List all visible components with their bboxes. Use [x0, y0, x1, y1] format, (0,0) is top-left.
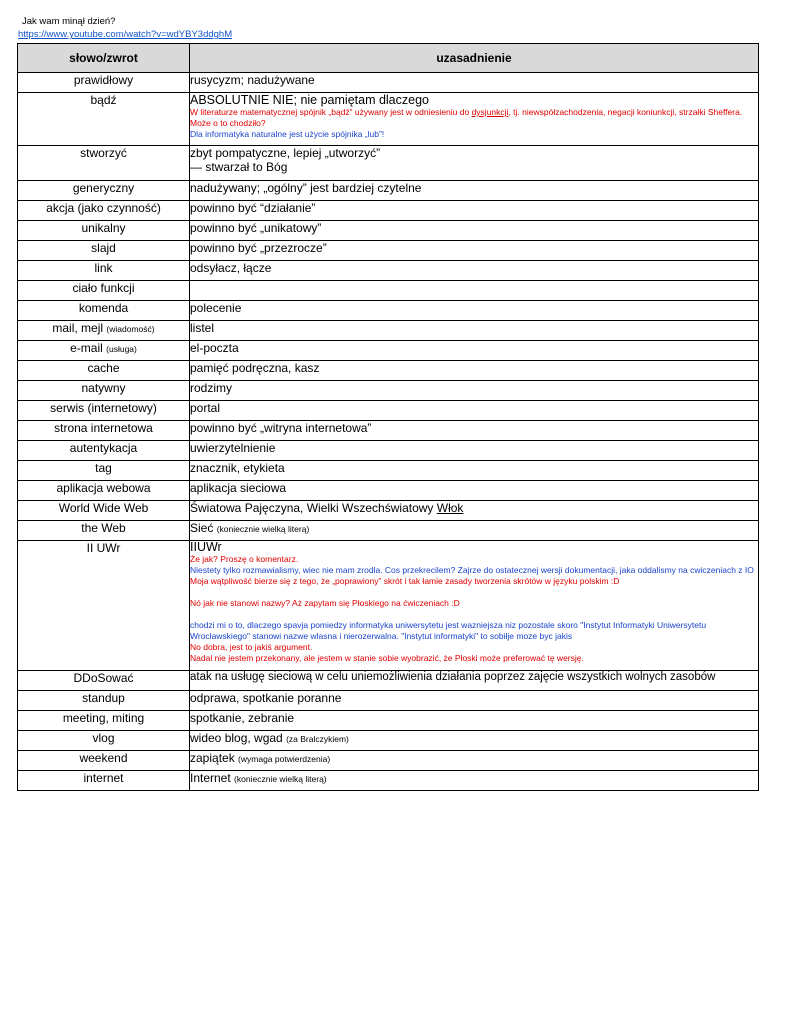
reason-text: Światowa Pajęczyna, Wielki Wszechświatowy [190, 501, 437, 515]
table-row [18, 361, 759, 381]
reason-cell: pamięć podręczna, kasz [190, 361, 759, 381]
word-cell: generyczny [18, 181, 190, 201]
column-header-reason: uzasadnienie [190, 44, 759, 73]
comment-red: No dobra, jest to jakiś argument. [190, 642, 313, 652]
reason-cell: listel [190, 321, 759, 341]
table-row [18, 731, 759, 751]
reason-cell [190, 731, 759, 751]
table-row [18, 181, 759, 201]
word-cell [18, 321, 190, 341]
word-text: mail, mejl [52, 321, 104, 335]
comment-gap [190, 587, 758, 598]
comment-blue: chodzi mi o to, dlaczego spavja pomiedzy informatyka uniwersytetu jest wazniejsza niz pozostale skoro "Instytut Informatyki Uniwersytetu Wroclawskiego" stanowi nazwe wlasna i nierozerwalna. "Instytut informatyki" to sobiłje moze byc jakis [190, 620, 707, 641]
reason-extra: — stwarzał to Bóg [190, 160, 288, 174]
table-row [18, 401, 759, 421]
reason-cell: uwierzytelnienie [190, 441, 759, 461]
word-note: (wiadomość) [106, 324, 155, 334]
word-cell: akcja (jako czynność) [18, 201, 190, 221]
table-row [18, 146, 759, 181]
word-cell: autentykacja [18, 441, 190, 461]
reason-text: Internet [190, 771, 231, 785]
reason-cell: atak na usługę sieciową w celu uniemożliwienia działania poprzez zajęcie wszystkich wolnych zasobów [190, 671, 759, 691]
table-row [18, 301, 759, 321]
reason-cell: znacznik, etykieta [190, 461, 759, 481]
table-row [18, 501, 759, 521]
table-row [18, 221, 759, 241]
comment-red: Że jak? Proszę o komentarz. [190, 554, 299, 564]
comment-text: , tj. niewspółzachodzenia, negacji koniunkcji, strzałki Sheffera. Może o to chodziło? [190, 107, 743, 128]
word-cell: bądź [18, 93, 190, 146]
reason-text: zapiątek [190, 751, 235, 765]
word-cell: prawidłowy [18, 73, 190, 93]
table-row [18, 73, 759, 93]
youtube-link[interactable]: https://www.youtube.com/watch?v=wdYBY3ddghM [18, 29, 233, 40]
comment-red: Nó jak nie stanowi nazwy? Aż zapytam się Płoskiego na ćwiczeniach :D [190, 598, 460, 608]
reason-main: ABSOLUTNIE NIE; nie pamiętam dlaczego [190, 93, 429, 107]
dysjunkcja-link[interactable]: dysjunkcji [471, 107, 509, 117]
table-row [18, 541, 759, 671]
word-cell: ciało funkcji [18, 281, 190, 301]
comment-red: Nadal nie jestem przekonany, ale jestem w stanie sobie wyobrazić, że Płoski może preferować tę wersję. [190, 653, 584, 663]
reason-cell [190, 146, 759, 181]
reason-cell: rodzimy [190, 381, 759, 401]
word-cell: meeting, miting [18, 711, 190, 731]
table-row [18, 711, 759, 731]
word-cell: link [18, 261, 190, 281]
table-row [18, 93, 759, 146]
reason-cell [190, 521, 759, 541]
table-row [18, 321, 759, 341]
reason-cell: odprawa, spotkanie poranne [190, 691, 759, 711]
reason-note: (koniecznie wielką literą) [216, 524, 310, 534]
table-row [18, 461, 759, 481]
word-cell [18, 341, 190, 361]
reason-note: (wymaga potwierdzenia) [238, 754, 331, 764]
table-row [18, 421, 759, 441]
reason-cell [190, 751, 759, 771]
reason-cell: powinno być „przezrocze” [190, 241, 759, 261]
word-cell: standup [18, 691, 190, 711]
word-cell: natywny [18, 381, 190, 401]
table-row [18, 241, 759, 261]
reason-cell: nadużywany; „ogólny” jest bardziej czytelne [190, 181, 759, 201]
reason-cell: el-poczta [190, 341, 759, 361]
word-cell: slajd [18, 241, 190, 261]
reason-cell: spotkanie, zebranie [190, 711, 759, 731]
comment-blue: Niestety tylko rozmawialismy, wiec nie mam zrodla. Cos przekrecilem? Zajrze do ostatecznej wersji dokumentacji, jaka oddalismy na cwiczeniach z IO [190, 565, 754, 575]
reason-cell: powinno być „witryna internetowa” [190, 421, 759, 441]
word-cell: tag [18, 461, 190, 481]
reason-cell: rusycyzm; nadużywane [190, 73, 759, 93]
word-cell: komenda [18, 301, 190, 321]
reason-cell: polecenie [190, 301, 759, 321]
table-row [18, 261, 759, 281]
reason-cell [190, 281, 759, 301]
word-cell: cache [18, 361, 190, 381]
table-row [18, 341, 759, 361]
table-row [18, 671, 759, 691]
word-cell: World Wide Web [18, 501, 190, 521]
reason-cell: powinno być “działanie” [190, 201, 759, 221]
word-cell: vlog [18, 731, 190, 751]
reason-cell [190, 501, 759, 521]
word-cell: aplikacja webowa [18, 481, 190, 501]
table-header-row [18, 44, 759, 73]
table-row [18, 281, 759, 301]
word-cell: unikalny [18, 221, 190, 241]
reason-main: zbyt pompatyczne, lepiej „utworzyć” [190, 146, 381, 160]
comment-blue: Dla informatyka naturalne jest użycie spójnika „lub”! [190, 129, 385, 139]
word-cell: DDoSować [18, 671, 190, 691]
reason-cell: aplikacja sieciowa [190, 481, 759, 501]
table-row [18, 381, 759, 401]
reason-note: (za Bralczykiem) [286, 734, 349, 744]
reason-cell: powinno być „unikatowy” [190, 221, 759, 241]
table-row [18, 771, 759, 791]
word-cell: the Web [18, 521, 190, 541]
reason-main: IIUWr [190, 540, 222, 554]
word-text: e-mail [70, 341, 103, 355]
table-row [18, 521, 759, 541]
column-header-word: słowo/zwrot [18, 44, 190, 73]
word-cell: serwis (internetowy) [18, 401, 190, 421]
reason-note: (koniecznie wielką literą) [234, 774, 327, 784]
reason-cell [190, 541, 759, 671]
reason-cell: odsyłacz, łącze [190, 261, 759, 281]
table-row [18, 751, 759, 771]
comment-red [190, 107, 758, 129]
reason-underlined: Włok [436, 501, 464, 515]
intro-text: Jak wam minął dzień? [22, 16, 116, 27]
comment-text: W literaturze matematycznej spójnik „bądź” używany jest w odniesieniu do [190, 107, 472, 117]
reason-cell: portal [190, 401, 759, 421]
table-row [18, 441, 759, 461]
word-cell: strona internetowa [18, 421, 190, 441]
reason-cell [190, 93, 759, 146]
word-note: (usługa) [106, 344, 137, 354]
comment-red: Moja wątpliwość bierze się z tego, że „poprawiony” skrót i tak łamie zasady tworzenia skrótów w języku polskim :D [190, 576, 620, 586]
comment-gap [190, 609, 758, 620]
reason-text: wideo blog, wgad [190, 731, 283, 745]
table-row [18, 691, 759, 711]
reason-cell [190, 771, 759, 791]
table-row [18, 201, 759, 221]
word-cell: internet [18, 771, 190, 791]
word-cell: stworzyć [18, 146, 190, 181]
reason-text: Sieć [190, 521, 214, 535]
word-cell: weekend [18, 751, 190, 771]
table-row [18, 481, 759, 501]
word-table [17, 43, 759, 791]
word-cell: II UWr [18, 541, 190, 671]
